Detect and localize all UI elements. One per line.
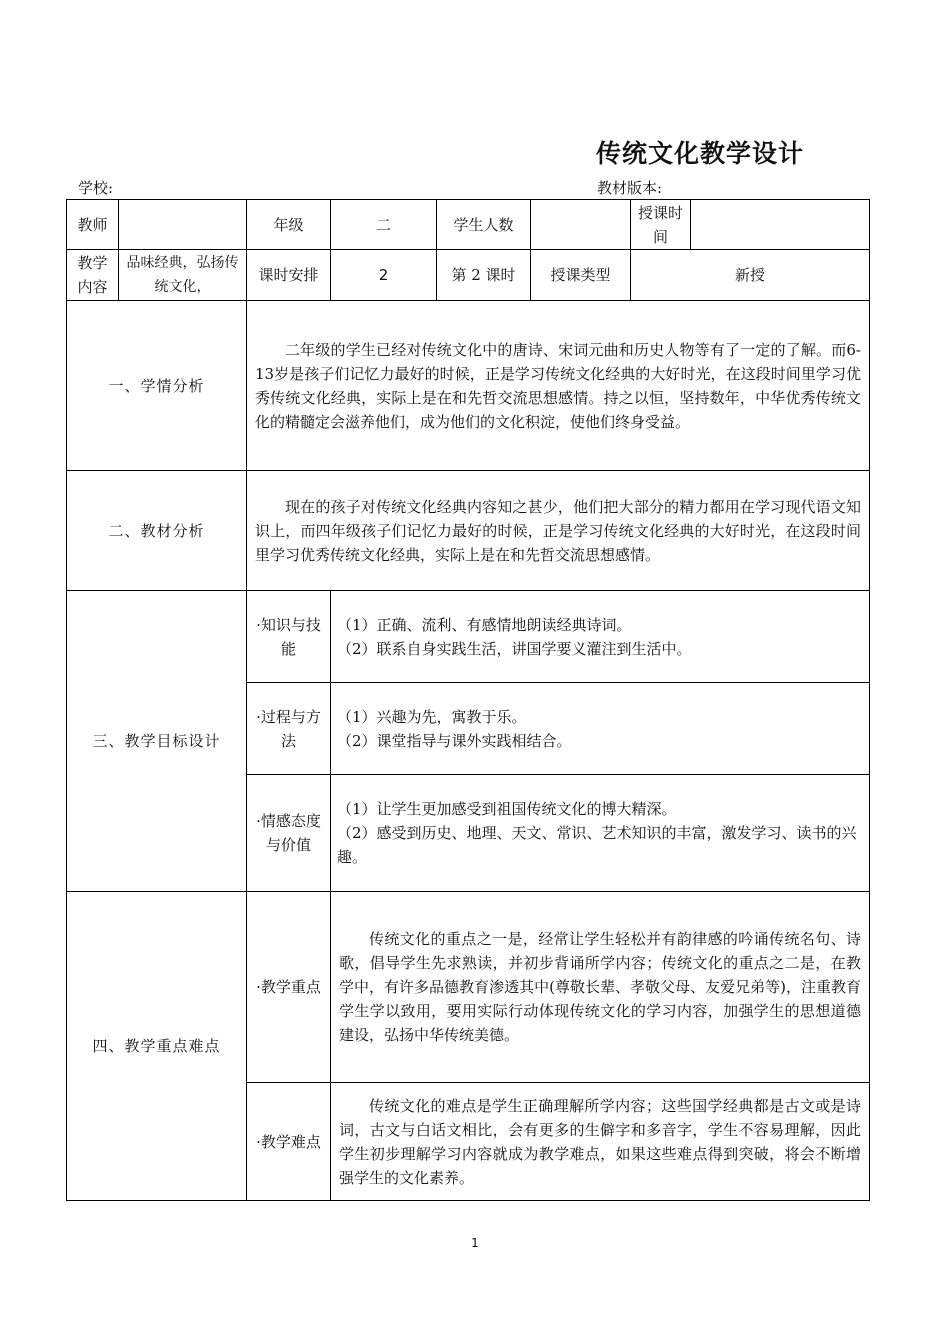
objective-process-line-2: （2）课堂指导与课外实践相结合。 [337,731,572,750]
content-label: 教学内容 [67,250,119,301]
page-number: 1 [471,1236,479,1250]
difficulty-text: 传统文化的难点是学生正确理解所学内容；这些国学经典都是古文或是诗词，古文与白话文相比，会有更多的生僻字和多音字，学生不容易理解，因此学生初步理解学习内容就成为教学难点，如果这些难点得到突破，将会不断增强学生的文化素养。 [331,1083,870,1201]
time-label: 授课时间 [631,200,691,250]
objective-process-label: ·过程与方法 [247,683,331,775]
difficulty-label: ·教学难点 [247,1083,331,1201]
objective-emotion-label: ·情感态度与价值 [247,775,331,892]
section-4-label: 四、教学重点难点 [67,892,247,1201]
key-point-text: 传统文化的重点之一是，经常让学生轻松并有韵律感的吟诵传统名句、诗歌，倡导学生先求熟读，并初步背诵所学内容；传统文化的重点之二是，在教学中，有许多品德教育渗透其中(尊敬长辈、孝敬父母、友爱兄弟等)，注重教育学生学以致用，要用实际行动体现传统文化的学习内容，加强学生的思想道德建设，弘扬中华传统美德。 [331,892,870,1083]
hours-value: 2 [331,250,437,301]
section-2-label: 二、教材分析 [67,471,247,591]
school-label: 学校: [78,179,114,197]
page-title: 传统文化教学设计 [595,139,804,168]
objective-knowledge-label: ·知识与技能 [247,591,331,683]
key-point-label: ·教学重点 [247,892,331,1083]
objective-emotion-line-2: （2）感受到历史、地理、天文、常识、艺术知识的丰富，激发学习、读书的兴趣。 [337,824,857,866]
hours-label: 课时安排 [247,250,331,301]
lesson-plan-table [66,199,870,1201]
section-2-text: 现在的孩子对传统文化经典内容知之甚少，他们把大部分的精力都用在学习现代语文知识上，而四年级孩子们记忆力最好的时候，正是学习传统文化经典的大好时光，在这段时间里学习优秀传统文化经典，实际上是在和先哲交流思想感情。 [247,471,870,591]
objective-emotion-line-1: （1）让学生更加感受到祖国传统文化的博大精深。 [337,800,677,818]
objective-knowledge-text [331,591,870,683]
type-label: 授课类型 [531,250,631,301]
edition-label: 教材版本: [597,179,663,197]
objective-process-line-1: （1）兴趣为先，寓教于乐。 [337,707,527,726]
type-value: 新授 [631,250,870,301]
section-1-text: 二年级的学生已经对传统文化中的唐诗、宋词元曲和历史人物等有了一定的了解。而6-13岁是孩子们记忆力最好的时候，正是学习传统文化经典的大好时光，在这段时间里学习优秀传统文化经典，实际上是在和先哲交流思想感情。持之以恒，坚持数年，中华优秀传统文化的精髓定会滋养他们，成为他们的文化积淀，使他们终身受益。 [247,301,870,471]
section-1-label: 一、学情分析 [67,301,247,471]
teacher-value [119,200,247,250]
teacher-label: 教师 [67,200,119,250]
content-value: 品味经典，弘扬传统文化， [119,250,247,301]
objective-process-text [331,683,870,775]
time-value [691,200,870,250]
lesson-value: 第 2 课时 [437,250,531,301]
grade-label: 年级 [247,200,331,250]
students-label: 学生人数 [437,200,531,250]
objective-knowledge-line-2: （2）联系自身实践生活，讲国学要义灌注到生活中。 [337,639,692,658]
grade-value: 二 [331,200,437,250]
students-value [531,200,631,250]
objective-emotion-text [331,775,870,892]
section-3-label: 三、教学目标设计 [67,591,247,892]
objective-knowledge-line-1: （1）正确、流利、有感情地朗读经典诗词。 [337,615,632,634]
